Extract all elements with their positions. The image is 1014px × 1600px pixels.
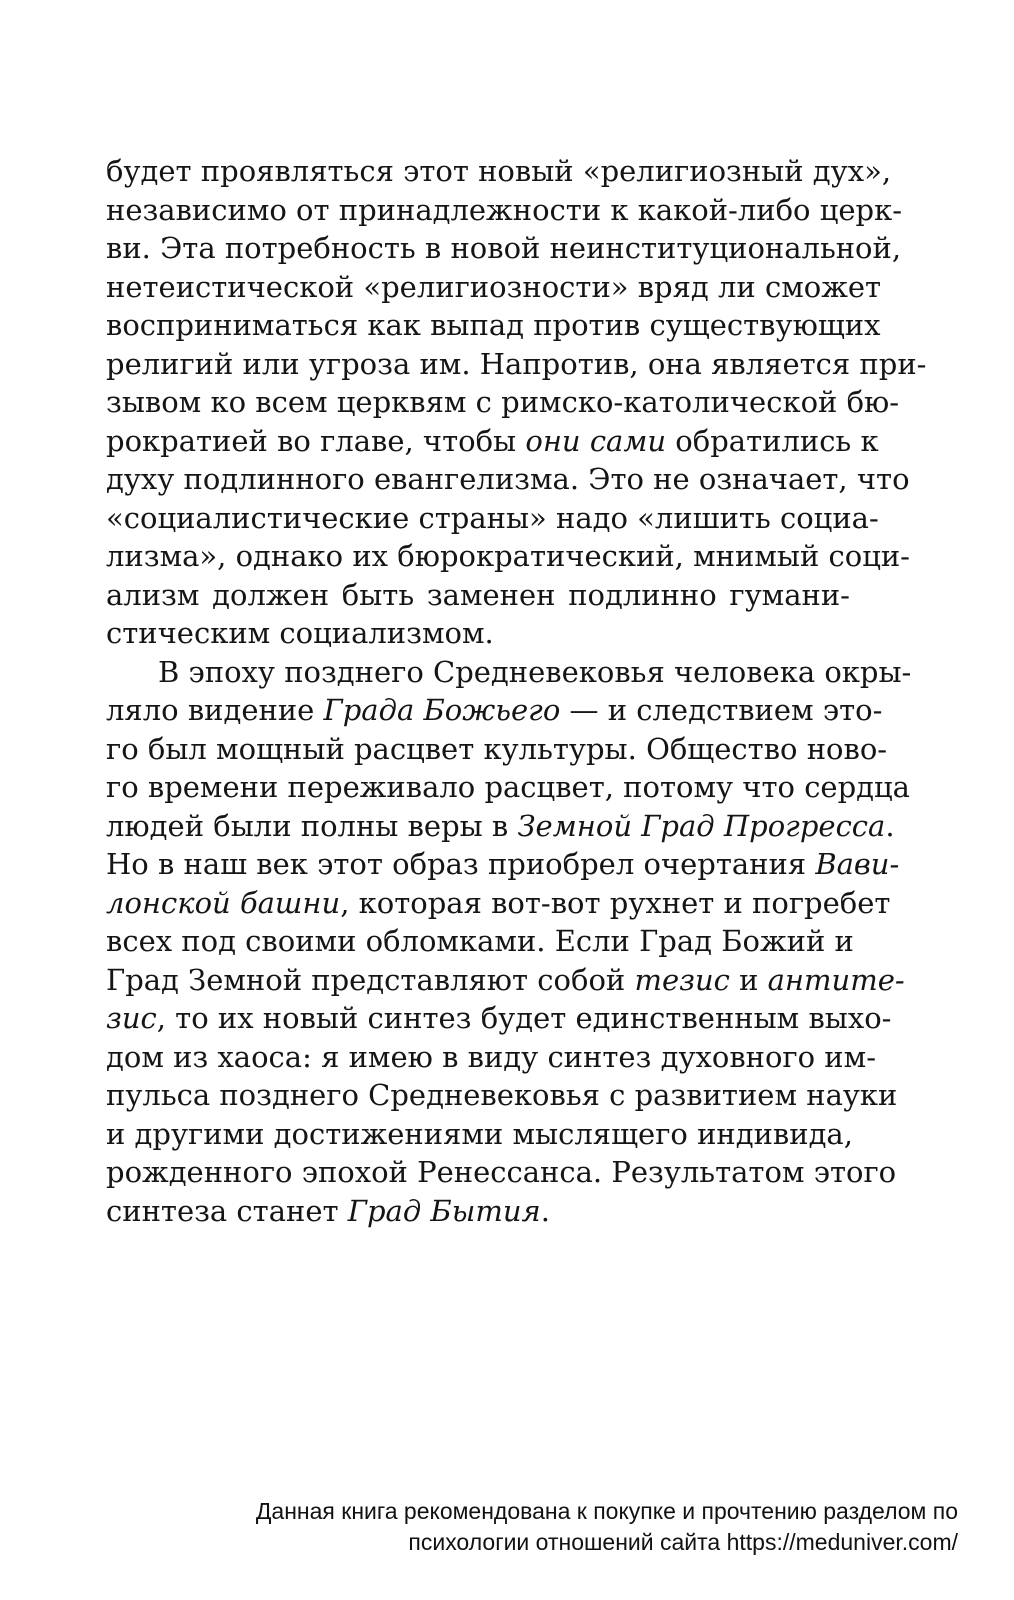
body-text: [106, 152, 927, 1230]
italic-phrase: они сами: [525, 423, 667, 458]
text-line: всех под своими обломками. Если Град Божий и: [106, 924, 854, 958]
text-line: зис, то их новый синтез будет единственным выхо-: [106, 1001, 892, 1035]
italic-phrase: зис: [106, 1001, 157, 1035]
text-line: будет проявляться этот новый «религиозный дух»,: [106, 154, 892, 188]
text-line: синтеза станет Град Бытия.: [106, 1193, 550, 1228]
italic-phrase: тезис: [634, 962, 730, 997]
text-line: го был мощный расцвет культуры. Общество ново-: [106, 731, 888, 766]
italic-phrase: Града Божьего: [323, 693, 561, 727]
paragraph-1: [106, 152, 927, 653]
paragraph-2: [106, 653, 912, 1231]
italic-phrase: Земной Град Прогресса: [517, 808, 886, 843]
footer-line-1: Данная книга рекомендована к покупке и прочтению разделом по: [255, 1498, 958, 1524]
text-line: Град Земной представляют собой тезис и антите-: [106, 962, 905, 997]
text-line: людей были полны веры в Земной Град Прогресса.: [106, 808, 895, 843]
italic-phrase: Град Бытия: [347, 1193, 541, 1228]
text-line: восприниматься как выпад против существующих: [106, 308, 881, 342]
text-line: лонской башни, которая вот-вот рухнет и погребет: [106, 885, 891, 920]
footer-notice: [98, 1496, 958, 1558]
text-line: религий или угроза им. Напротив, она является при-: [106, 346, 927, 381]
text-line: дом из хаоса: я имею в виду синтез духовного им-: [106, 1039, 876, 1074]
text-line: духу подлинного евангелизма. Это не означает, что: [106, 462, 910, 496]
italic-phrase: антите-: [767, 962, 905, 997]
italic-phrase: лонской башни: [106, 885, 341, 920]
text-line: ляло видение Града Божьего — и следствием это-: [106, 693, 883, 727]
text-line: Но в наш век этот образ приобрел очертания Вави-: [106, 847, 900, 881]
text-line: ализм должен быть заменен подлинно гумани-: [106, 577, 850, 612]
text-line: лизма», однако их бюрократический, мнимый соци-: [106, 539, 910, 573]
text-line: го времени переживало расцвет, потому что сердца: [106, 770, 910, 804]
text-line: нетеистической «религиозности» вряд ли сможет: [106, 269, 882, 304]
text-line: ви. Эта потребность в новой неинституциональной,: [106, 231, 902, 265]
text-line: «социалистические страны» надо «лишить социа-: [106, 500, 879, 535]
text-line: зывом ко всем церквям с римско-католической бю-: [106, 385, 900, 419]
text-line: В эпоху позднего Средневековья человека окры-: [158, 654, 912, 689]
text-line: стическим социализмом.: [106, 616, 494, 650]
text-line: независимо от принадлежности к какой-либо церк-: [106, 192, 903, 227]
italic-phrase: Вави-: [815, 847, 900, 881]
text-line: и другими достижениями мыслящего индивида,: [106, 1116, 853, 1151]
footer-line-2: психологии отношений сайта https://meduniver.com/: [408, 1529, 958, 1555]
text-line: пульса позднего Средневековья с развитием науки: [106, 1078, 898, 1112]
text-line: рократией во главе, чтобы они сами обратились к: [106, 423, 879, 458]
text-line: рожденного эпохой Ренессанса. Результатом этого: [106, 1155, 897, 1189]
